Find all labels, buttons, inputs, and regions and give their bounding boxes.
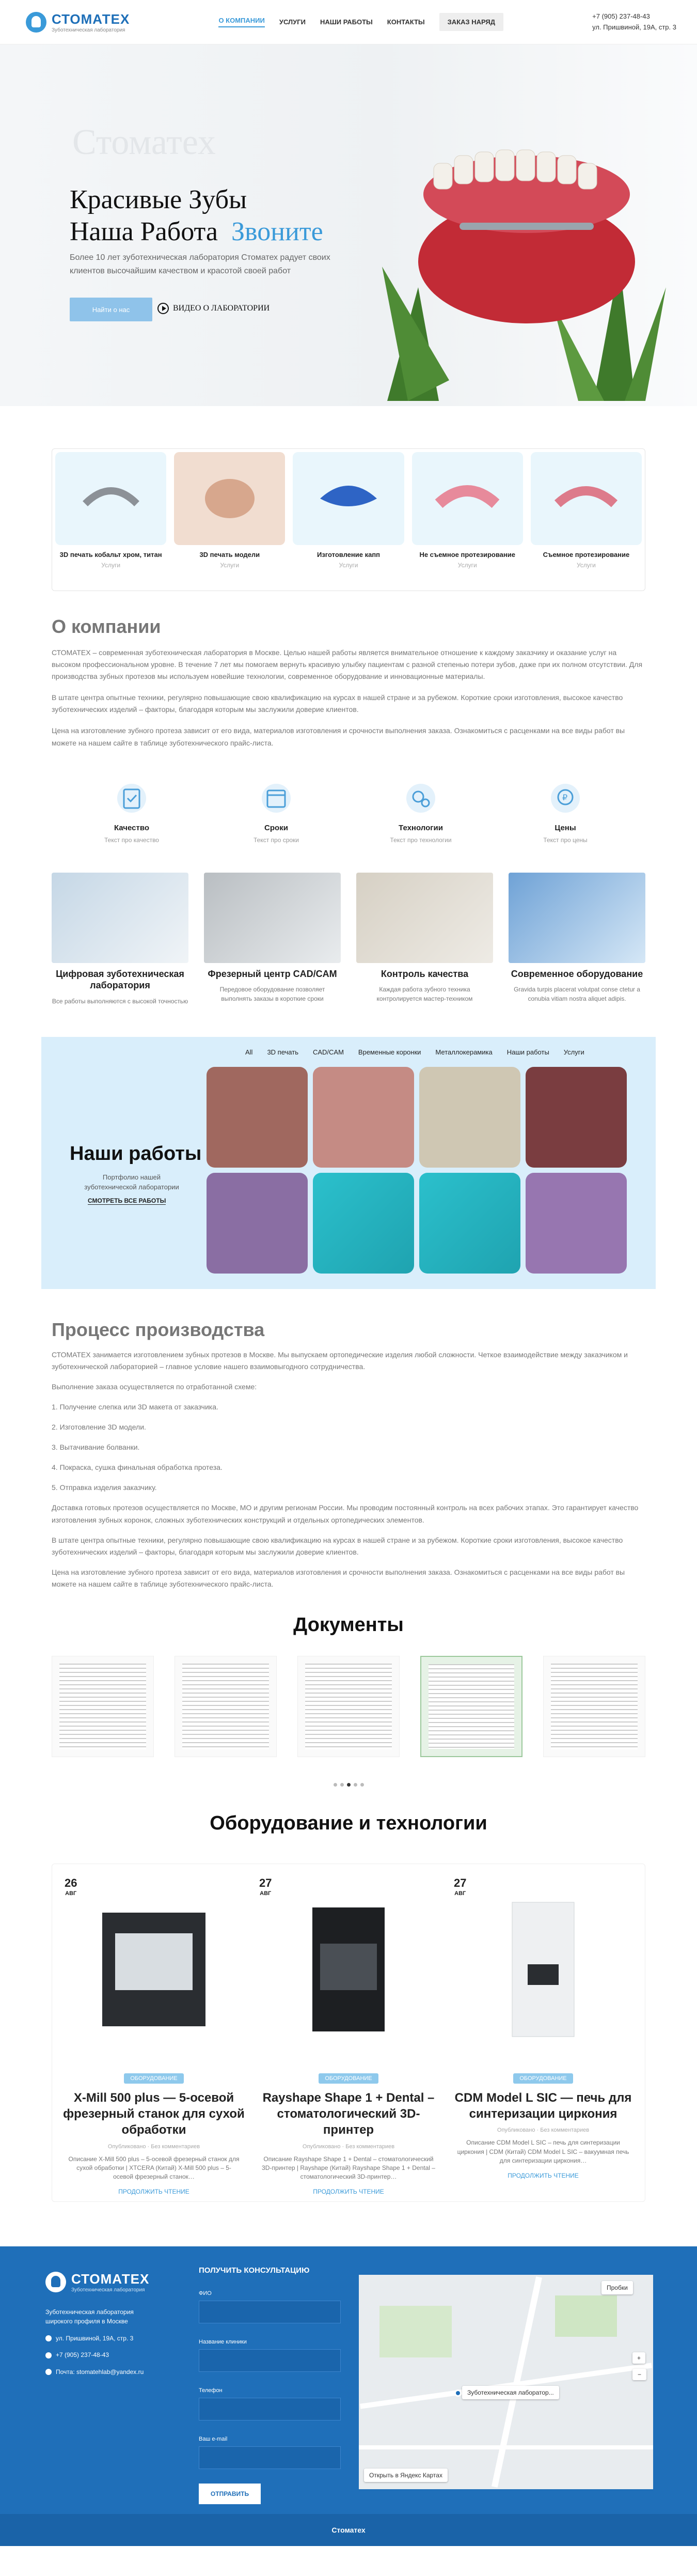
about-card xyxy=(204,873,341,1006)
price-icon xyxy=(547,780,583,816)
feature-quality xyxy=(88,780,176,844)
feature-title: Цены xyxy=(555,823,576,832)
feature-tech xyxy=(377,780,465,844)
service-title: Изготовление капп xyxy=(316,551,381,558)
post-title[interactable]: Rayshape Shape 1 + Dental – стоматологический 3D-принтер xyxy=(262,2090,435,2137)
footer-info xyxy=(45,2307,159,2377)
nav-item-contacts[interactable]: КОНТАКТЫ xyxy=(387,18,425,26)
location-icon xyxy=(45,2335,52,2341)
tooth-logo-icon xyxy=(45,2272,66,2292)
work-image[interactable] xyxy=(207,1173,308,1274)
field-label: ФИО xyxy=(199,2290,212,2296)
open-in-yandex-link[interactable]: Открыть в Яндекс Картах xyxy=(364,2469,448,2482)
service-card[interactable] xyxy=(55,452,166,587)
post-category-badge[interactable]: ОБОРУДОВАНИЕ xyxy=(319,2073,378,2084)
card-image xyxy=(204,873,341,963)
feature-price xyxy=(521,780,609,844)
service-image xyxy=(412,452,523,545)
footer-about: Зуботехническая лаборатория широкого профиля в Москве xyxy=(45,2308,134,2325)
about-paragraph: Цена на изготовление зубного протеза зависит от его вида, материалов изготовления и срочности выполнения заказа. Ознакомиться с расценками на все виды работ вы можете на нашем сайте в таблице зуботехнического прайс-листа. xyxy=(52,726,625,747)
see-all-works-link[interactable]: СМОТРЕТЬ ВСЕ РАБОТЫ xyxy=(88,1197,166,1204)
filter-tab[interactable]: CAD/CAM xyxy=(312,1048,344,1056)
header-address: ул. Пришвиной, 19А, стр. 3 xyxy=(592,23,676,31)
post-date: 26 АВГ xyxy=(65,1876,77,1897)
service-card[interactable] xyxy=(531,452,642,587)
filter-tab[interactable]: All xyxy=(245,1048,253,1056)
work-image[interactable] xyxy=(526,1173,627,1274)
feature-sub: Текст про цены xyxy=(543,836,588,844)
card-title: Современное оборудование xyxy=(511,968,643,979)
logo[interactable] xyxy=(26,11,130,33)
filter-tab[interactable]: 3D печать xyxy=(267,1048,298,1056)
document-thumb[interactable] xyxy=(52,1656,154,1757)
pagination-dot[interactable] xyxy=(334,1783,337,1787)
post-meta: Опубликовано · Без комментариев xyxy=(302,2143,395,2150)
features-row xyxy=(52,780,645,844)
post-image[interactable] xyxy=(448,1870,639,2069)
work-image[interactable] xyxy=(313,1067,414,1168)
hero-title-line1: Красивые Зубы xyxy=(70,185,247,214)
hero-slider xyxy=(0,44,697,406)
gears-icon xyxy=(403,780,439,816)
post-meta: Опубликовано · Без комментариев xyxy=(107,2143,200,2150)
read-more-link[interactable]: ПРОДОЛЖИТЬ ЧТЕНИЕ xyxy=(508,2171,579,2179)
feature-title: Технологии xyxy=(399,823,443,832)
news-post xyxy=(448,1870,639,2195)
hero-title-line2: Наша Работа xyxy=(70,217,218,247)
service-sub: Услуги xyxy=(101,562,121,569)
hero-bg-word: Стоматех xyxy=(72,122,216,162)
nav-item-works[interactable]: НАШИ РАБОТЫ xyxy=(320,18,373,26)
video-link-label: ВИДЕО О ЛАБОРАТОРИИ xyxy=(173,304,270,313)
hero-title-accent: Звоните xyxy=(231,217,323,247)
news-section xyxy=(52,1812,645,2202)
post-title[interactable]: X-Mill 500 plus — 5-осевой фрезерный станок для сухой обработки xyxy=(63,2090,245,2137)
card-title: Контроль качества xyxy=(381,968,469,979)
news-post xyxy=(253,1870,444,2195)
documents-pagination xyxy=(52,1783,645,1787)
card-text: Все работы выполняются с высокой точностью xyxy=(52,997,188,1005)
about-card xyxy=(509,873,645,1006)
service-image xyxy=(293,452,404,545)
service-sub: Услуги xyxy=(576,562,596,569)
service-sub: Услуги xyxy=(339,562,358,569)
service-image xyxy=(174,452,285,545)
document-thumb[interactable] xyxy=(543,1656,645,1757)
service-title: Не съемное протезирование xyxy=(419,551,515,558)
main-nav xyxy=(218,13,503,31)
feature-time xyxy=(232,780,320,844)
about-card xyxy=(356,873,493,1006)
service-sub: Услуги xyxy=(457,562,477,569)
about-cards xyxy=(52,873,645,1006)
service-sub: Услуги xyxy=(220,562,240,569)
post-title[interactable]: CDM Model L SIC — печь для синтеризации циркония xyxy=(454,2090,632,2121)
news-post xyxy=(58,1870,249,2195)
hero-text: Более 10 лет зуботехническая лаборатория Стоматех радует своих клиентов высочайшим качеством и красотой своей работ xyxy=(70,253,330,275)
hero-button[interactable]: Найти о нас xyxy=(70,298,152,321)
process-step: 4. Покраска, сушка финальная обработка протеза. xyxy=(52,1463,223,1472)
footer-logo-sub: Зуботехническая лаборатория xyxy=(71,2287,145,2293)
yandex-map[interactable] xyxy=(359,2275,653,2489)
card-text: Передовое оборудование позволяет выполнять заказы в короткие сроки xyxy=(219,986,325,1003)
service-card[interactable] xyxy=(412,452,523,587)
copyright: Стоматех xyxy=(0,2514,697,2546)
work-image[interactable] xyxy=(526,1067,627,1168)
site-header xyxy=(0,0,697,44)
header-phone[interactable]: +7 (905) 237-48-43 xyxy=(592,12,650,20)
works-subtitle: Портфолио нашей зуботехнической лаборатории xyxy=(84,1173,179,1191)
pagination-dot[interactable] xyxy=(360,1783,364,1787)
feature-sub: Текст про качество xyxy=(104,836,159,844)
post-excerpt: Описание CDM Model L SIC – печь для синтеризации циркония | CDM (Китай) CDM Model L SIC – вакуумная печь для синтеризации циркония… xyxy=(457,2139,629,2165)
footer-phone[interactable]: +7 (905) 237-48-43 xyxy=(45,2350,159,2360)
filter-tab[interactable]: Наши работы xyxy=(506,1048,549,1056)
services-strip xyxy=(52,448,645,591)
play-icon xyxy=(157,303,169,314)
post-category-badge[interactable]: ОБОРУДОВАНИЕ xyxy=(124,2073,183,2084)
post-image[interactable] xyxy=(58,1870,249,2069)
read-more-link[interactable]: ПРОДОЛЖИТЬ ЧТЕНИЕ xyxy=(118,2187,189,2195)
post-excerpt: Описание X-Mill 500 plus – 5-осевой фрезерный станок для сухой обработки | XTCERA (Китай) X-Mill 500 plus – 5-осевой фрезерный станок… xyxy=(68,2155,240,2181)
work-image[interactable] xyxy=(419,1173,520,1274)
card-text: Gravida turpis placerat volutpat conse ctetur a conubia vitiam nostra aliquet adipis. xyxy=(514,986,640,1003)
feature-sub: Текст про технологии xyxy=(390,836,452,844)
about-paragraph: В штате центра опытные техники, регулярно повышающие свою квалификацию на курсах в нашей стране и за рубежом. Короткие сроки изготовления, высокое качество зуботехнических изделий – факторы, благодаря которым мы заслужили доверие клиентов. xyxy=(52,693,623,714)
filter-tab[interactable]: Металлокерамика xyxy=(435,1048,493,1056)
email-input[interactable] xyxy=(199,2446,341,2469)
filter-tab[interactable]: Временные коронки xyxy=(358,1048,421,1056)
calendar-icon xyxy=(258,780,294,816)
phone-icon xyxy=(45,2352,52,2358)
card-title: Фрезерный центр CAD/CAM xyxy=(208,968,337,979)
card-text: Каждая работа зубного техника контролируется мастер-техником xyxy=(376,986,473,1003)
works-filter-tabs xyxy=(245,1048,584,1056)
map-pin-icon[interactable] xyxy=(454,2389,462,2397)
service-title: 3D печать модели xyxy=(199,551,260,558)
post-meta: Опубликовано · Без комментариев xyxy=(497,2127,590,2134)
service-title: Съемное протезирование xyxy=(543,551,630,558)
work-image[interactable] xyxy=(207,1067,308,1168)
news-title: Оборудование и технологии xyxy=(210,1812,487,1834)
service-card[interactable] xyxy=(174,452,285,587)
footer-email[interactable]: Почта: stomatehlab@yandex.ru xyxy=(45,2367,159,2377)
field-label: Название клиники xyxy=(199,2338,247,2345)
documents-section xyxy=(52,1614,645,1787)
card-title: Цифровая зуботехническая лаборатория xyxy=(56,968,184,991)
nav-item-services[interactable]: УСЛУГИ xyxy=(279,18,306,26)
works-gallery xyxy=(207,1067,627,1274)
footer-logo-name: СТОМАТЕХ xyxy=(71,2271,150,2287)
card-image xyxy=(509,873,645,963)
nav-item-about[interactable]: О КОМПАНИИ xyxy=(218,17,264,27)
pagination-dot-active[interactable] xyxy=(347,1783,351,1787)
process-step: 5. Отправка изделия заказчику. xyxy=(52,1483,157,1492)
post-category-badge[interactable]: ОБОРУДОВАНИЕ xyxy=(513,2073,573,2084)
hero-title xyxy=(70,184,323,249)
card-image xyxy=(52,873,188,963)
order-button[interactable]: ЗАКАЗ НАРЯД xyxy=(439,13,503,31)
header-contacts xyxy=(592,11,676,33)
service-card[interactable] xyxy=(293,452,404,587)
post-date: 27 АВГ xyxy=(259,1876,272,1897)
feature-title: Сроки xyxy=(264,823,288,832)
mail-icon xyxy=(45,2369,52,2375)
denture-illustration xyxy=(377,132,666,401)
consultation-form xyxy=(199,2266,343,2504)
read-more-link[interactable]: ПРОДОЛЖИТЬ ЧТЕНИЕ xyxy=(313,2187,384,2195)
card-image xyxy=(356,873,493,963)
field-label: Телефон xyxy=(199,2387,223,2394)
about-paragraph: СТОМАТЕХ – современная зуботехническая лаборатория в Москве. Целью нашей работы является внимательное отношение к каждому заказчику и оказание услуг на высоком профессиональном уровне. В течение 7 лет мы помогаем вернуть красивую улыбку пациентам с разной степенью потери зубов, даже при их полном отсутствии. Для производства зубных протезов мы используем новейшие технологии, современное оборудование и инновационные материалы. xyxy=(52,648,643,681)
service-title: 3D печать кобальт хром, титан xyxy=(59,551,162,558)
news-list xyxy=(52,1864,645,2202)
post-date: 27 АВГ xyxy=(454,1876,467,1897)
phone-input[interactable] xyxy=(199,2398,341,2420)
tooth-logo-icon xyxy=(26,12,46,33)
site-footer xyxy=(0,2246,697,2546)
about-title: О компании xyxy=(52,616,161,637)
document-thumb[interactable] xyxy=(420,1656,522,1757)
pagination-dot[interactable] xyxy=(340,1783,344,1787)
pagination-dot[interactable] xyxy=(354,1783,357,1787)
quality-icon xyxy=(114,780,150,816)
about-card xyxy=(52,873,188,1006)
process-paragraph: Выполнение заказа осуществляется по отработанной схеме: xyxy=(52,1382,257,1391)
process-step: 2. Изготовление 3D модели. xyxy=(52,1423,146,1432)
traffic-button[interactable]: Пробки xyxy=(601,2281,633,2294)
video-link[interactable] xyxy=(157,303,270,314)
footer-logo[interactable] xyxy=(45,2271,149,2293)
documents-carousel xyxy=(52,1656,645,1759)
process-title: Процесс производства xyxy=(52,1318,265,1340)
works-title: Наши работы xyxy=(70,1142,202,1165)
footer-address: ул. Пришвиной, 19А, стр. 3 xyxy=(45,2334,159,2344)
service-image xyxy=(531,452,642,545)
feature-sub: Текст про сроки xyxy=(253,836,299,844)
field-label: Ваш e-mail xyxy=(199,2435,228,2442)
logo-name: СТОМАТЕХ xyxy=(52,11,130,27)
clinic-input[interactable] xyxy=(199,2349,341,2372)
process-paragraph: Цена на изготовление зубного протеза зависит от его вида, материалов изготовления и срочности выполнения заказа. Ознакомиться с расценками на все виды работ вы можете на нашем сайте в таблице зуботехнического прайс-листа. xyxy=(52,1568,625,1588)
name-input[interactable] xyxy=(199,2301,341,2323)
process-paragraph: В штате центра опытные техники, регулярно повышающие свою квалификацию на курсах в нашей стране и за рубежом. Короткие сроки изготовления, высокое качество зуботехнических изделий – факторы, благодаря которым мы заслужили доверие клиентов. xyxy=(52,1535,623,1556)
feature-title: Качество xyxy=(114,823,150,832)
about-section xyxy=(52,616,645,1006)
process-step: 3. Вытачивание болванки. xyxy=(52,1443,140,1452)
process-paragraph: Доставка готовых протезов осуществляется по Москве, МО и другим регионам России. Мы проводим постоянный контроль на всех рабочих этапах. Это гарантирует качество изготовления зубных коронок, сложных зуботехнических конструкций и отдельных ортопедических элементов. xyxy=(52,1503,639,1524)
service-image xyxy=(55,452,166,545)
svg-text:₽: ₽ xyxy=(562,792,568,802)
zoom-out-icon[interactable]: − xyxy=(632,2369,646,2380)
form-title: ПОЛУЧИТЬ КОНСУЛЬТАЦИЮ xyxy=(199,2265,310,2275)
works-section xyxy=(41,1037,656,1289)
document-thumb[interactable] xyxy=(297,1656,400,1757)
map-label[interactable]: Зуботехническая лаборатор... xyxy=(462,2386,559,2399)
work-image[interactable] xyxy=(419,1067,520,1168)
post-excerpt: Описание Rayshape Shape 1 + Dental – стоматологический 3D-принтер | Rayshape (Китай) Rayshape Shape 1 + Dental – стоматологический 3D-принтер… xyxy=(262,2155,435,2181)
filter-tab[interactable]: Услуги xyxy=(563,1048,584,1056)
process-step: 1. Получение слепка или 3D макета от заказчика. xyxy=(52,1402,218,1411)
document-thumb[interactable] xyxy=(175,1656,277,1757)
post-image[interactable] xyxy=(253,1870,444,2069)
process-section xyxy=(52,1319,645,1590)
process-paragraph: СТОМАТЕХ занимается изготовлением зубных протезов в Москве. Мы выпускаем ортопедические изделия любой сложности. Четкое взаимодействие между заказчиком и зуботехнической лабораторией – главное условие нашего взаимовыгодного сотрудничества. xyxy=(52,1350,628,1371)
documents-title: Документы xyxy=(293,1613,404,1636)
logo-sub: Зуботехническая лаборатория xyxy=(52,27,125,33)
work-image[interactable] xyxy=(313,1173,414,1274)
send-button[interactable]: ОТПРАВИТЬ xyxy=(199,2484,261,2504)
zoom-in-icon[interactable]: + xyxy=(632,2352,645,2364)
